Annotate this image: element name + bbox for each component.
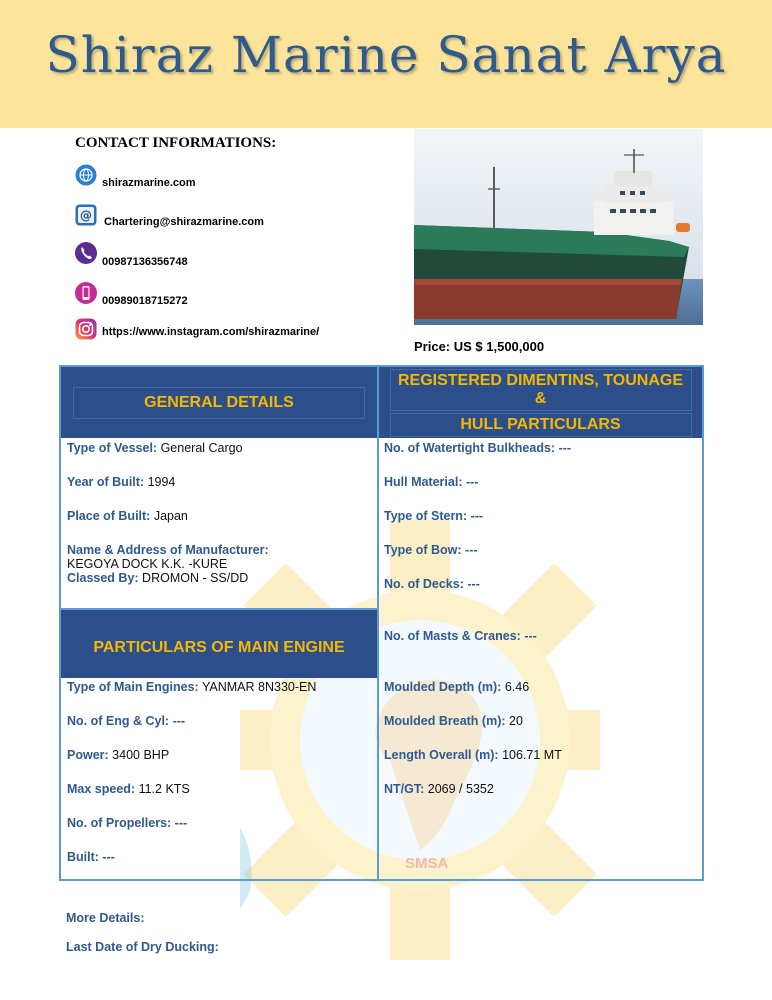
place-built-value: Japan: [153, 509, 188, 523]
table-divider: [377, 367, 379, 879]
built-label: Built:: [67, 850, 99, 864]
propellers-row: [67, 816, 187, 830]
length-overall-value: 106.71 MT: [502, 748, 562, 762]
contact-instagram: [75, 316, 319, 342]
email-link[interactable]: Chartering@shirazmarine.com: [104, 216, 264, 228]
masts-row: [384, 629, 537, 643]
bulkheads-value: ---: [558, 441, 572, 455]
contact-title: CONTACT INFORMATIONS:: [75, 135, 277, 151]
masts-value: ---: [524, 629, 537, 643]
bulkheads-label: No. of Watertight Bulkheads:: [384, 441, 556, 455]
length-overall-row: [384, 748, 562, 762]
dry-dock-label: Last Date of Dry Ducking:: [66, 940, 219, 954]
power-value: 3400 BHP: [112, 748, 170, 762]
manufacturer-value: KEGOYA DOCK K.K. -KURE: [67, 557, 228, 571]
mobile-phone-icon: [75, 282, 97, 304]
main-engine-header-label: PARTICULARS OF MAIN ENGINE: [93, 639, 345, 656]
bulkheads-row: [384, 441, 571, 455]
contact-mobile: [75, 280, 188, 306]
moulded-breath-label: Moulded Breath (m):: [384, 714, 506, 728]
nt-gt-label: NT/GT:: [384, 782, 425, 796]
decks-row: [384, 577, 480, 591]
engine-type-value: YANMAR 8N330-EN: [201, 680, 317, 694]
phone-number[interactable]: 00987136356748: [102, 256, 188, 268]
nt-gt-row: [384, 782, 494, 796]
globe-icon: [75, 164, 97, 186]
contact-website: [75, 162, 196, 188]
year-built-value: 1994: [147, 475, 176, 489]
specs-table: [59, 365, 704, 881]
smsa-watermark-text: SMSA: [405, 855, 449, 872]
moulded-breath-value: 20: [509, 714, 523, 728]
hull-material-label: Hull Material:: [384, 475, 463, 489]
price-label: Price: US $ 1,500,000: [414, 339, 545, 354]
general-details-header-label: GENERAL DETAILS: [73, 387, 365, 419]
mobile-number[interactable]: 00989018715272: [102, 295, 188, 307]
bow-type-label: Type of Bow:: [384, 543, 462, 557]
at-sign-icon: [75, 204, 97, 226]
registered-header: [379, 367, 702, 438]
bow-type-row: [384, 543, 478, 557]
year-built-row: [67, 475, 175, 489]
header-banner: [0, 0, 772, 128]
power-row: [67, 748, 169, 762]
instagram-link[interactable]: https://www.instagram.com/shirazmarine/: [102, 326, 320, 338]
place-built-label: Place of Built:: [67, 509, 151, 523]
max-speed-value: 11.2 KTS: [138, 782, 190, 796]
vessel-type-value: General Cargo: [160, 441, 243, 455]
stern-type-label: Type of Stern:: [384, 509, 468, 523]
ship-photo: [414, 129, 703, 325]
engine-type-label: Type of Main Engines:: [67, 680, 199, 694]
contact-phone: [75, 240, 188, 266]
masts-label: No. of Masts & Cranes:: [384, 629, 521, 643]
hull-material-row: [384, 475, 478, 489]
stern-type-row: [384, 509, 483, 523]
classed-by-value: DROMON - SS/DD: [142, 571, 249, 585]
engine-cyl-row: [67, 714, 185, 728]
bow-type-value: ---: [465, 543, 478, 557]
decks-value: ---: [467, 577, 480, 591]
classed-by-label: Classed By:: [67, 571, 139, 585]
moulded-breath-row: [384, 714, 523, 728]
manufacturer-row: [67, 543, 269, 585]
nt-gt-value: 2069 / 5352: [427, 782, 494, 796]
moulded-depth-row: [384, 680, 529, 694]
place-built-row: [67, 509, 188, 523]
built-value: ---: [102, 850, 115, 864]
moulded-depth-value: 6.46: [504, 680, 530, 694]
contact-email: [75, 202, 264, 228]
website-link[interactable]: shirazmarine.com: [102, 177, 196, 189]
stern-type-value: ---: [470, 509, 484, 523]
year-built-label: Year of Built:: [67, 475, 145, 489]
engine-type-row: [67, 680, 316, 694]
decks-label: No. of Decks:: [384, 577, 464, 591]
phone-icon: [75, 242, 97, 264]
registered-header-line2: HULL PARTICULARS: [390, 413, 692, 437]
vessel-type-label: Type of Vessel:: [67, 441, 158, 455]
moulded-depth-label: Moulded Depth (m):: [384, 680, 502, 694]
engine-cyl-label: No. of Eng & Cyl:: [67, 714, 170, 728]
hull-material-value: ---: [465, 475, 479, 489]
max-speed-row: [67, 782, 190, 796]
company-title: Shiraz Marine Sanat Arya: [45, 26, 727, 84]
main-engine-header: [61, 610, 377, 678]
svg-text:@: @: [80, 208, 92, 223]
engine-cyl-value: ---: [172, 714, 186, 728]
power-label: Power:: [67, 748, 109, 762]
built-row: [67, 850, 115, 864]
length-overall-label: Length Overall (m):: [384, 748, 499, 762]
instagram-icon: [75, 318, 97, 340]
max-speed-label: Max speed:: [67, 782, 136, 796]
vessel-type-row: [67, 441, 243, 455]
propellers-label: No. of Propellers:: [67, 816, 172, 830]
more-details-label: More Details:: [66, 911, 145, 925]
registered-header-line1: REGISTERED DIMENTINS, TOUNAGE &: [390, 369, 692, 411]
manufacturer-label: Name & Address of Manufacturer:: [67, 543, 269, 557]
propellers-value: ---: [174, 816, 188, 830]
general-details-header: [61, 367, 377, 438]
